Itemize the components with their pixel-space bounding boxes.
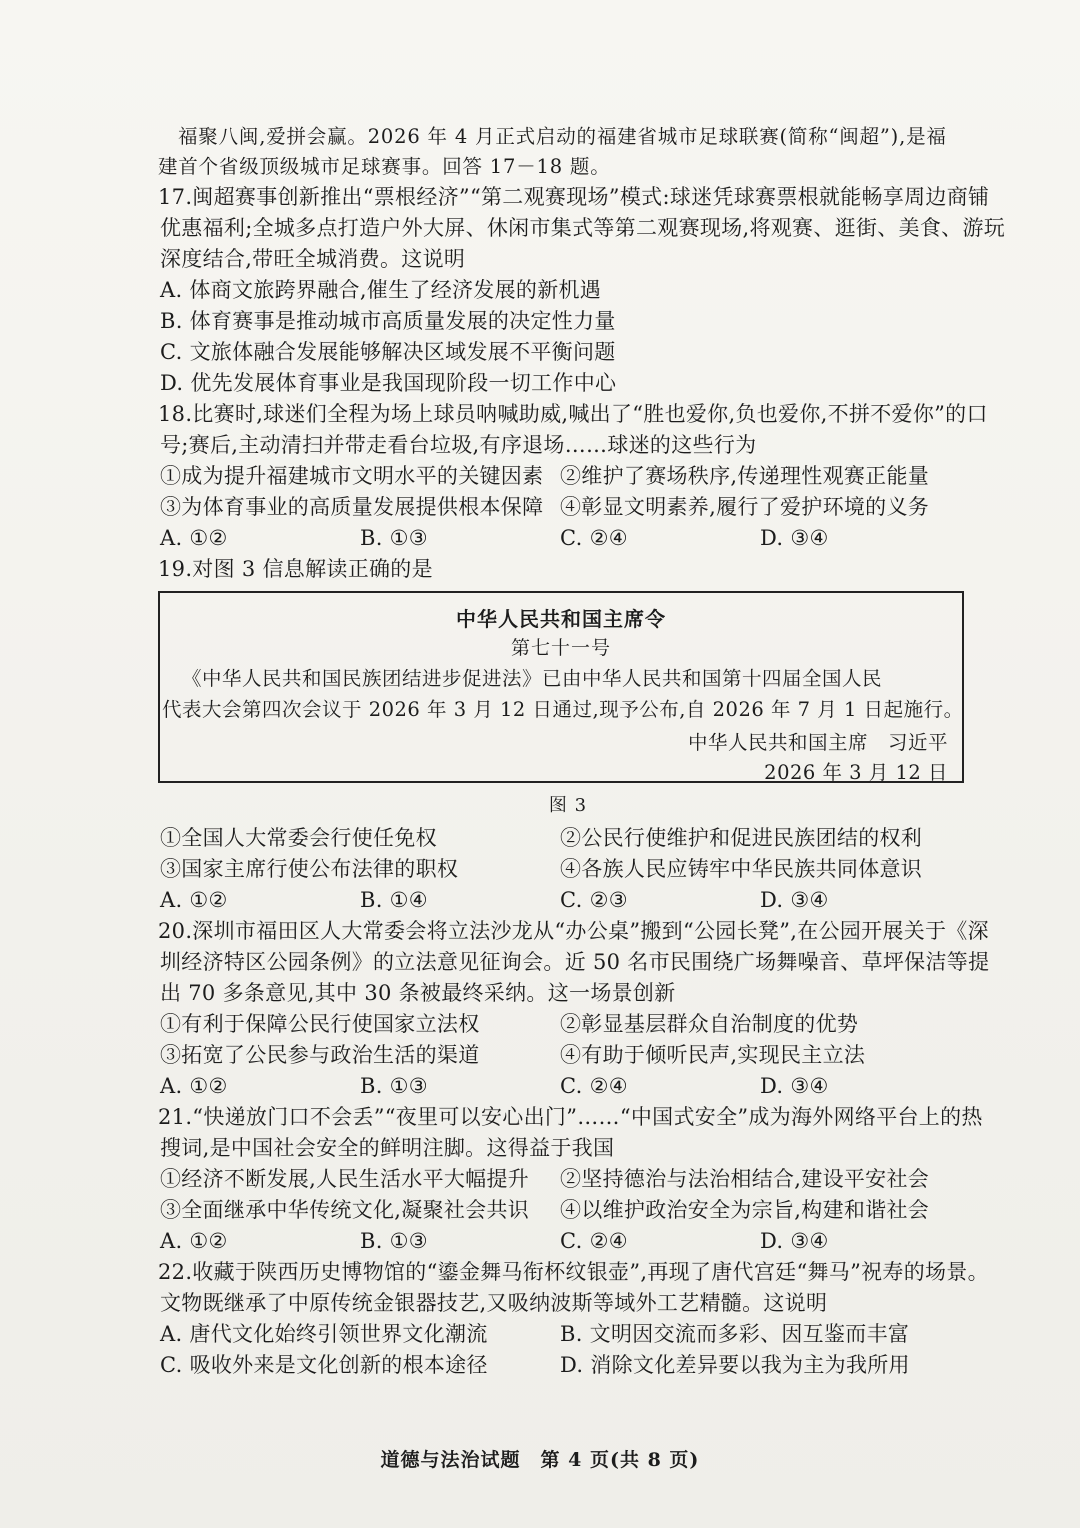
q18-stem-line-2: 号;赛后,主动清扫并带走看台垃圾,有序退场……球迷的这些行为	[160, 433, 757, 457]
q20-items-row-1	[158, 1009, 978, 1040]
q17-stem-line-2: 优惠福利;全城多点打造户外大屏、休闲市集式等第二观赛现场,将观赛、逛街、美食、游玩	[160, 216, 1006, 240]
question-19	[158, 554, 978, 916]
question-17	[158, 182, 1006, 399]
q17-option-a: A. 体商文旅跨界融合,催生了经济发展的新机遇	[160, 278, 602, 302]
q17-option-d: D. 优先发展体育事业是我国现阶段一切工作中心	[160, 371, 617, 395]
q22-options-row-2	[158, 1350, 978, 1381]
q20-stem-line-3: 出 70 多条意见,其中 30 条被最终采纳。这一场景创新	[160, 981, 676, 1005]
q20-item-3: ③拓宽了公民参与政治生活的渠道	[160, 1043, 480, 1067]
decree-title: 中华人民共和国主席令	[456, 607, 666, 631]
question-21	[158, 1102, 983, 1257]
q19-answers	[158, 885, 978, 916]
q17-option-b: B. 体育赛事是推动城市高质量发展的决定性力量	[160, 309, 616, 333]
q21-answers	[158, 1226, 978, 1257]
q17-option-c: C. 文旅体融合发展能够解决区域发展不平衡问题	[160, 340, 616, 364]
q18-items-row-1	[158, 461, 978, 492]
q18-answer-a: A. ①②	[160, 526, 228, 550]
q18-answers	[158, 523, 978, 554]
q20-item-1: ①有利于保障公民行使国家立法权	[160, 1012, 480, 1036]
q19-answer-a: A. ①②	[160, 888, 228, 912]
q19-answer-b: B. ①④	[360, 888, 428, 912]
q20-answer-a: A. ①②	[160, 1074, 228, 1098]
q21-item-1: ①经济不断发展,人民生活水平大幅提升	[160, 1167, 530, 1191]
q20-stem-line-2: 圳经济特区公园条例》的立法意见征询会。近 50 名市民围绕广场舞噪音、草坪保洁等提	[160, 950, 990, 974]
q18-stem-line-1: 18.比赛时,球迷们全程为场上球员呐喊助威,喊出了“胜也爱你,负也爱你,不拼不爱你”的口	[158, 402, 988, 426]
q19-items-row-2	[158, 854, 978, 885]
q21-answer-c: C. ②④	[560, 1229, 628, 1253]
q20-items-row-2	[158, 1040, 978, 1071]
q21-item-2: ②坚持德治与法治相结合,建设平安社会	[560, 1167, 930, 1191]
q20-answer-c: C. ②④	[560, 1074, 628, 1098]
q22-option-d: D. 消除文化差异要以我为主为我所用	[560, 1353, 910, 1377]
q21-stem-line-2: 搜词,是中国社会安全的鲜明注脚。这得益于我国	[160, 1136, 615, 1160]
decree-body-line-1: 《中华人民共和国民族团结进步促进法》已由中华人民共和国第十四届全国人民	[182, 667, 883, 690]
q21-stem-line-1: 21.“快递放门口不会丢”“夜里可以安心出门”……“中国式安全”成为海外网络平台上的热	[158, 1105, 983, 1129]
q17-stem-line-1: 17.闽超赛事创新推出“票根经济”“第二观赛现场”模式:球迷凭球赛票根就能畅享周边商铺	[158, 185, 990, 209]
q20-answer-d: D. ③④	[760, 1074, 829, 1098]
q20-answer-b: B. ①③	[360, 1074, 428, 1098]
figure-caption: 图 3	[548, 795, 588, 816]
q19-answer-d: D. ③④	[760, 888, 829, 912]
intro-line-2: 建首个省级顶级城市足球赛事。回答 17－18 题。	[158, 155, 611, 178]
decree-signature: 中华人民共和国主席 习近平	[687, 731, 948, 754]
q19-stem: 19.对图 3 信息解读正确的是	[158, 557, 433, 581]
decree-date: 2026 年 3 月 12 日	[764, 761, 948, 784]
q21-items-row-2	[158, 1195, 978, 1226]
decree-number: 第七十一号	[510, 637, 611, 659]
q22-option-a: A. 唐代文化始终引领世界文化潮流	[160, 1322, 488, 1346]
q20-stem-line-1: 20.深圳市福田区人大常委会将立法沙龙从“办公桌”搬到“公园长凳”,在公园开展关于《深	[158, 919, 989, 943]
intro-line-1: 福聚八闽,爱拼会赢。2026 年 4 月正式启动的福建省城市足球联赛(简称“闽超”),是福	[178, 125, 947, 148]
q18-item-4: ④彰显文明素养,履行了爱护环境的义务	[560, 495, 930, 519]
q18-item-2: ②维护了赛场秩序,传递理性观赛正能量	[560, 464, 930, 488]
q21-answer-a: A. ①②	[160, 1229, 228, 1253]
q19-answer-c: C. ②③	[560, 888, 628, 912]
q18-items-row-2	[158, 492, 978, 523]
q20-item-4: ④有助于倾听民声,实现民主立法	[560, 1043, 866, 1067]
question-22	[158, 1257, 989, 1381]
q19-item-3: ③国家主席行使公布法律的职权	[160, 857, 459, 881]
q18-answer-b: B. ①③	[360, 526, 428, 550]
q17-stem-line-3: 深度结合,带旺全城消费。这说明	[160, 247, 466, 271]
question-18	[158, 399, 988, 554]
question-20	[158, 916, 990, 1102]
decree-body-line-2: 代表大会第四次会议于 2026 年 3 月 12 日通过,现予公布,自 2026 年 7 月 1 日起施行。	[162, 698, 964, 721]
q19-item-4: ④各族人民应铸牢中华民族共同体意识	[560, 857, 923, 881]
q22-option-c: C. 吸收外来是文化创新的根本途径	[160, 1353, 488, 1377]
q19-item-1: ①全国人大常委会行使任免权	[160, 826, 437, 850]
q18-answer-d: D. ③④	[760, 526, 829, 550]
q18-answer-c: C. ②④	[560, 526, 628, 550]
q22-stem-line-2: 文物既继承了中原传统金银器技艺,又吸纳波斯等域外工艺精髓。这说明	[160, 1291, 828, 1315]
q20-answers	[158, 1071, 978, 1102]
q22-option-b: B. 文明因交流而多彩、因互鉴而丰富	[560, 1322, 910, 1346]
decree-box	[158, 591, 964, 783]
page-footer: 道德与法治试题 第 4 页(共 8 页)	[380, 1449, 700, 1471]
q19-item-2: ②公民行使维护和促进民族团结的权利	[560, 826, 923, 850]
q22-options-row-1	[158, 1319, 978, 1350]
q22-stem-line-1: 22.收藏于陕西历史博物馆的“鎏金舞马衔杯纹银壶”,再现了唐代宫廷“舞马”祝寿的场景。	[158, 1260, 989, 1284]
q21-answer-b: B. ①③	[360, 1229, 428, 1253]
q21-item-3: ③全面继承中华传统文化,凝聚社会共识	[160, 1198, 530, 1222]
q18-item-3: ③为体育事业的高质量发展提供根本保障	[160, 495, 544, 519]
q21-items-row-1	[158, 1164, 978, 1195]
q19-items-row-1	[158, 823, 978, 854]
page-content	[158, 122, 1006, 1381]
q20-item-2: ②彰显基层群众自治制度的优势	[560, 1012, 859, 1036]
q21-answer-d: D. ③④	[760, 1229, 829, 1253]
q21-item-4: ④以维护政治安全为宗旨,构建和谐社会	[560, 1198, 930, 1222]
q18-item-1: ①成为提升福建城市文明水平的关键因素	[160, 464, 544, 488]
